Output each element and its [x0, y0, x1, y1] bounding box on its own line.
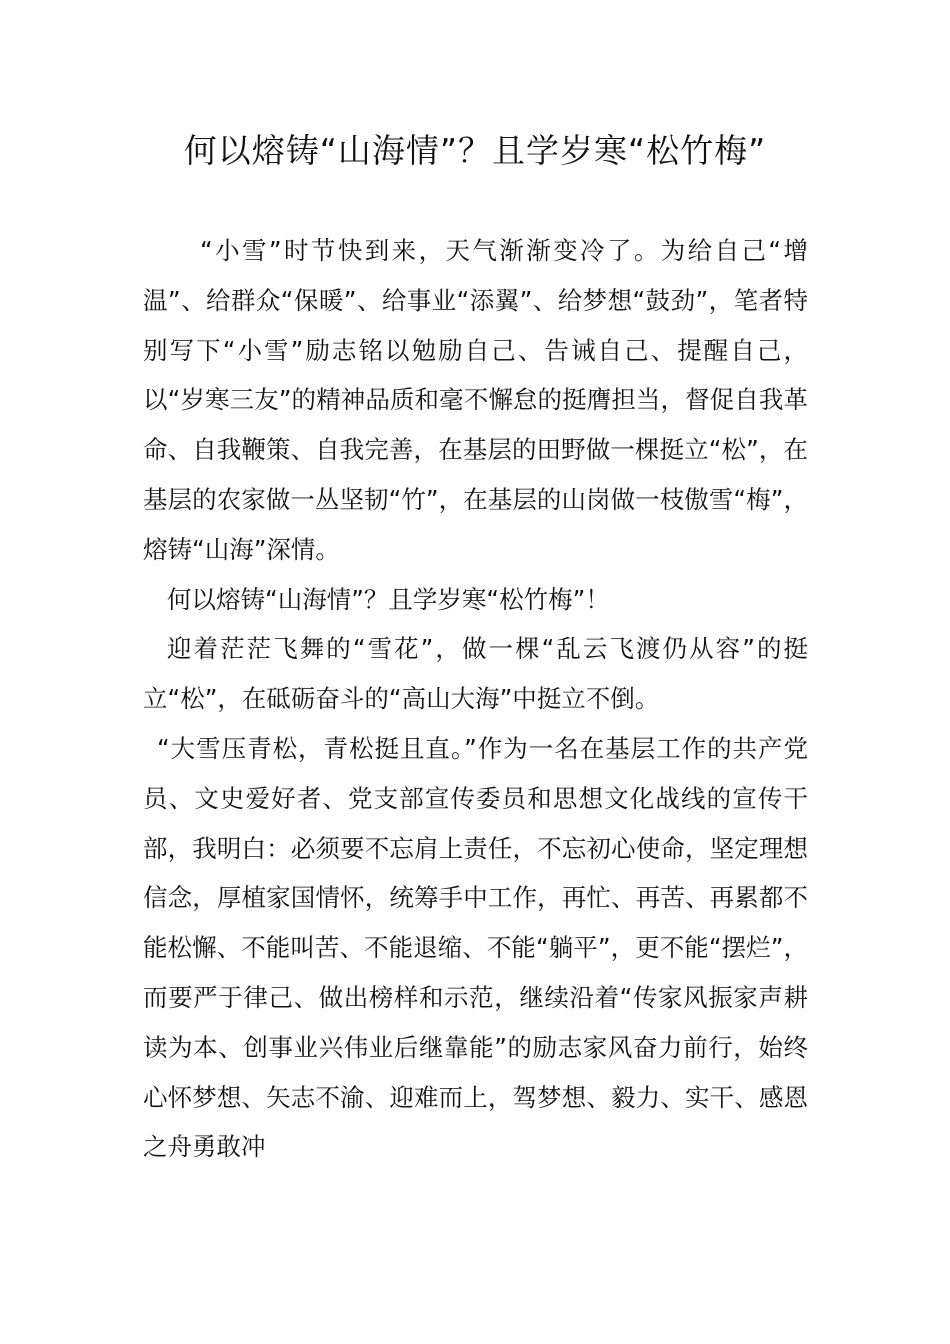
paragraph-pine: 迎着茫茫飞舞的“雪花”，做一棵“乱云飞渡仍从容”的挺立“松”，在砥砺奋斗的“高山大海”中挺立不倒。: [143, 634, 808, 714]
document-title: 何以熔铸“山海情”？且学岁寒“松竹梅”: [183, 131, 767, 170]
document-body: [143, 226, 808, 1172]
paragraph-theme: 何以熔铸“山海情”？且学岁寒“松竹梅”！: [167, 584, 610, 614]
paragraph-pine-detail: “大雪压青松，青松挺且直。”作为一名在基层工作的共产党员、文史爱好者、党支部宣传委员和思想文化战线的宣传干部，我明白：必须要不忘肩上责任，不忘初心使命，坚定理想信念，厚植家国情怀，统筹手中工作，再忙、再苦、再累都不能松懈、不能叫苦、不能退缩、不能“躺平”，更不能“摆烂”，而要严于律己、做出榜样和示范，继续沿着“传家风振家声耕读为本、创事业兴伟业后继靠能”的励志家风奋力前行，始终心怀梦想、矢志不渝、迎难而上，驾梦想、毅力、实干、感恩之舟勇敢冲: [143, 733, 808, 1162]
paragraph-intro: “小雪”时节快到来，天气渐渐变冷了。为给自己“增温”、给群众“保暖”、给事业“添翼”、给梦想“鼓劲”，笔者特别写下“小雪”励志铭以勉励自己、告诫自己、提醒自己，以“岁寒三友”的精神品质和毫不懈怠的挺膺担当，督促自我革命、自我鞭策、自我完善，在基层的田野做一棵挺立“松”，在基层的农家做一丛坚韧“竹”，在基层的山岗做一枝傲雪“梅”，熔铸“山海”深情。: [143, 236, 808, 564]
